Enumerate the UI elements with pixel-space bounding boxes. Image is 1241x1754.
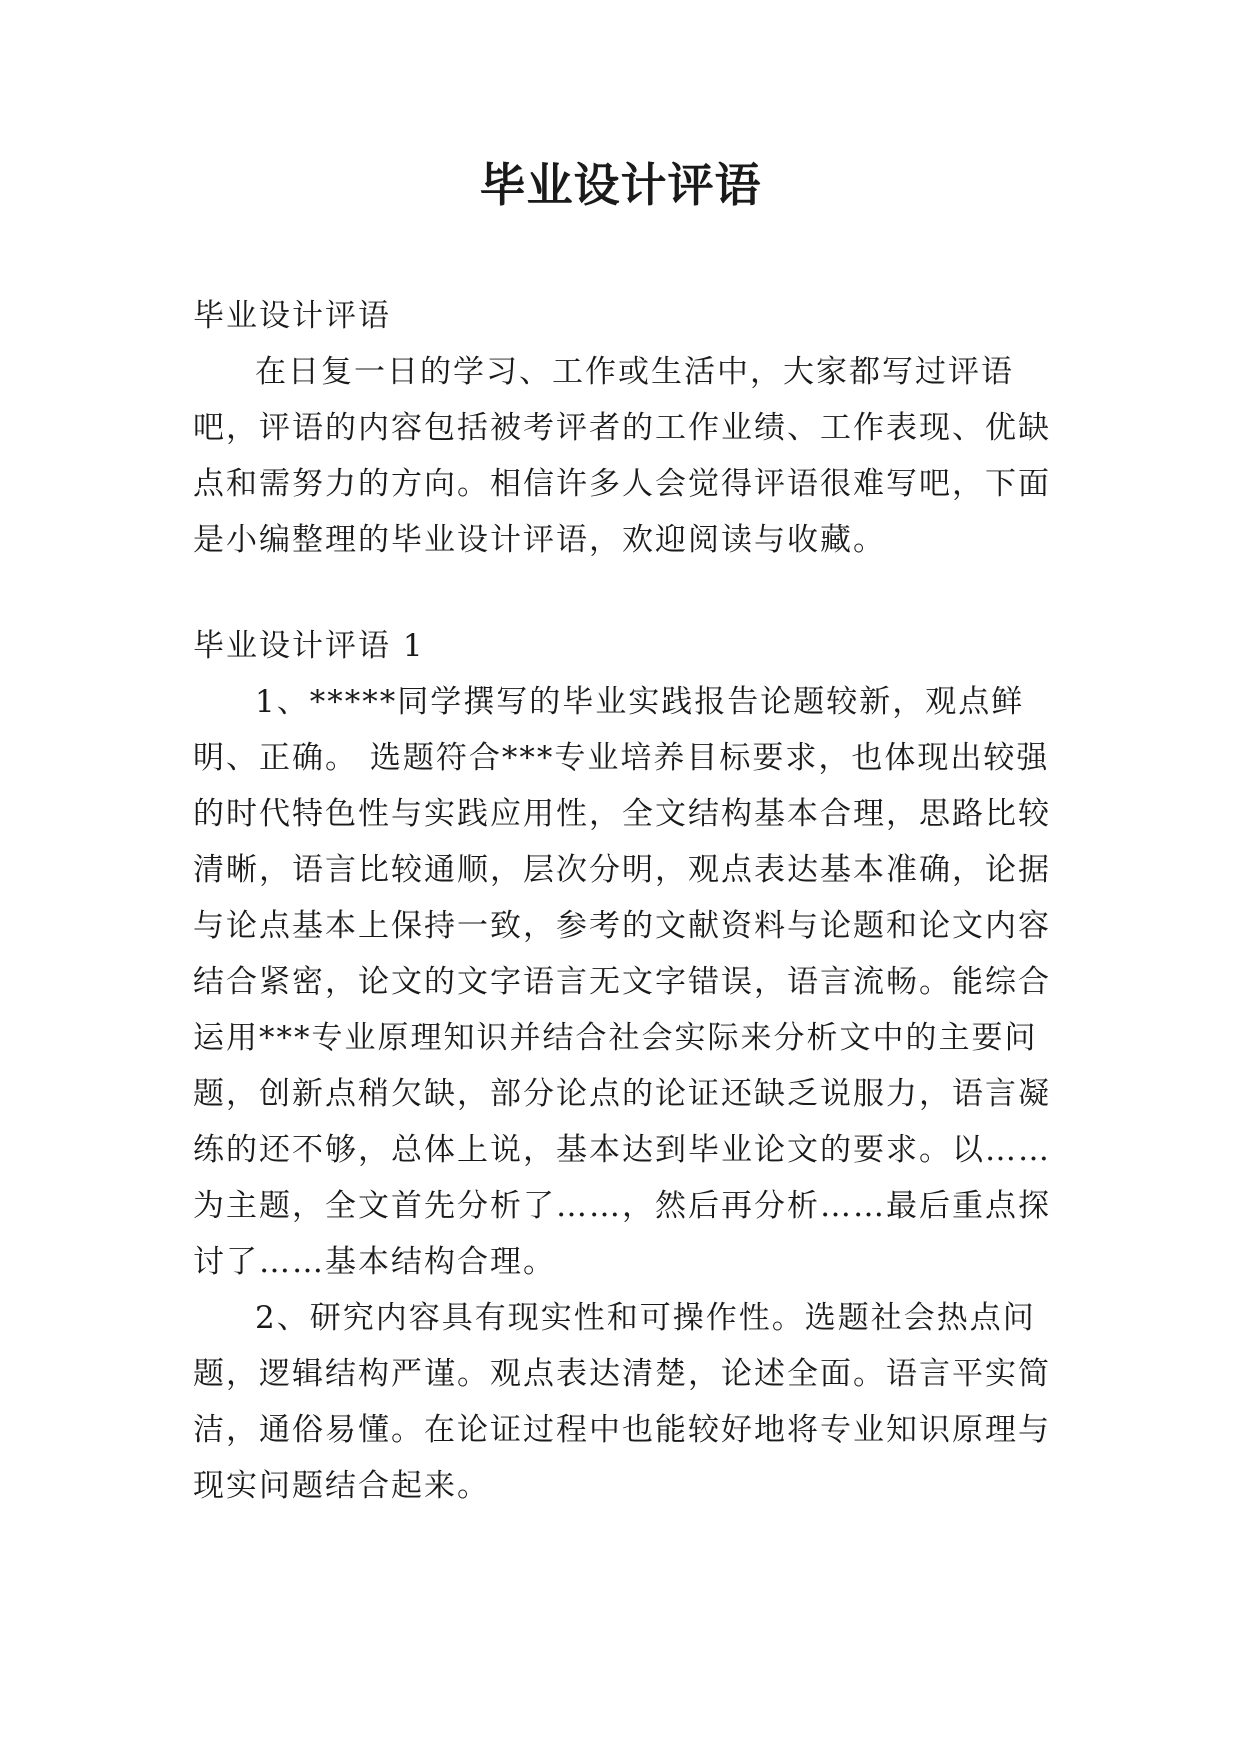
comment-paragraph-2: 2、研究内容具有现实性和可操作性。选题社会热点问题，逻辑结构严谨。观点表达清楚，论述全面。语言平实简洁，通俗易懂。在论证过程中也能较好地将专业知识原理与现实问题结合起来。 — [193, 1300, 1051, 1504]
document-subtitle: 毕业设计评语 — [193, 298, 391, 334]
intro-paragraph: 在日复一日的学习、工作或生活中，大家都写过评语吧，评语的内容包括被考评者的工作业绩、工作表现、优缺点和需努力的方向。相信许多人会觉得评语很难写吧，下面是小编整理的毕业设计评语，欢迎阅读与收藏。 — [193, 354, 1051, 558]
comment-paragraph-1: 1、*****同学撰写的毕业实践报告论题较新，观点鲜明、正确。 选题符合***专业培养目标要求，也体现出较强的时代特色性与实践应用性，全文结构基本合理，思路比较清晰，语言比较通顺，层次分明，观点表达基本准确，论据与论点基本上保持一致，参考的文献资料与论题和论文内容结合紧密，论文的文字语言无文字错误，语言流畅。能综合运用***专业原理知识并结合社会实际来分析文中的主要问题，创新点稍欠缺，部分论点的论证还缺乏说服力，语言凝练的还不够，总体上说，基本达到毕业论文的要求。以……为主题，全文首先分析了……，然后再分析……最后重点探讨了……基本结构合理。 — [193, 684, 1051, 1280]
document-title: 毕业设计评语 — [479, 158, 762, 212]
document-body — [193, 288, 1073, 1514]
section-heading: 毕业设计评语 1 — [193, 628, 425, 664]
